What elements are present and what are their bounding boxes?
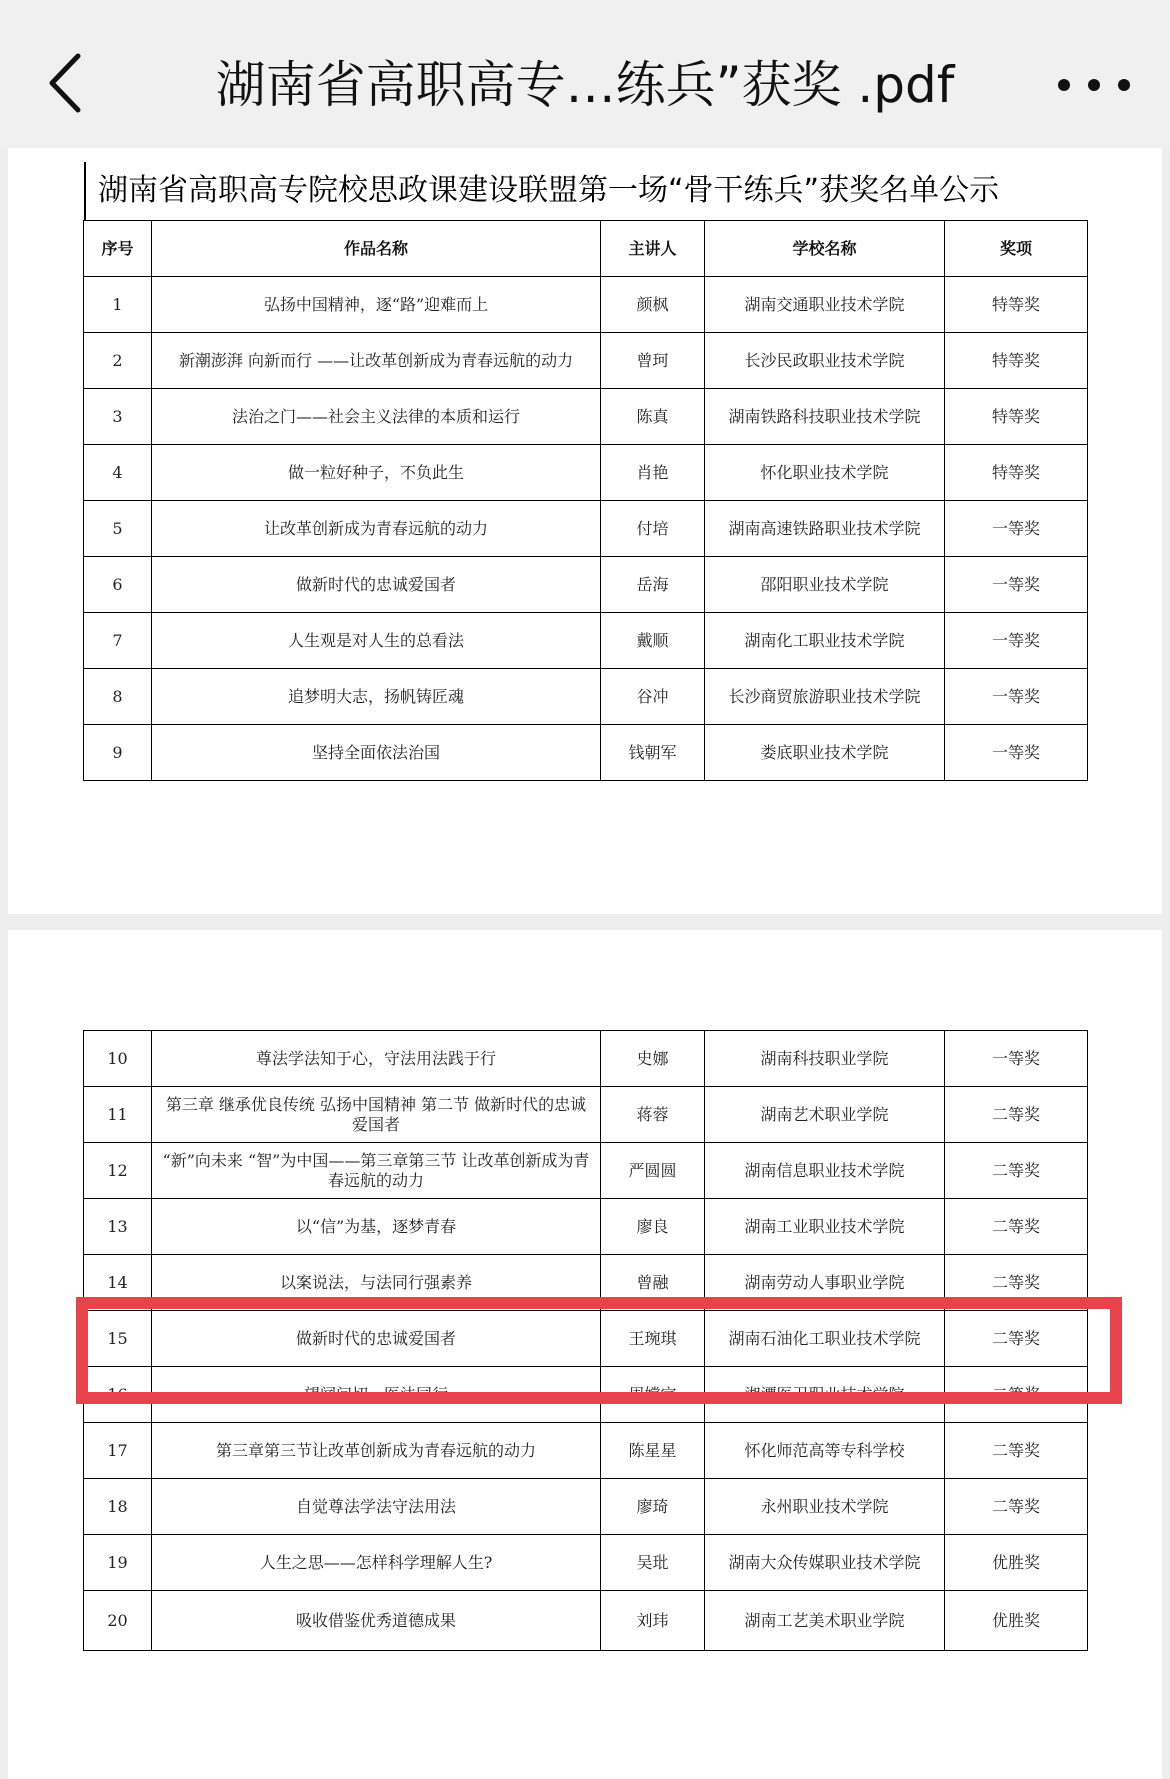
table-row [84, 501, 1088, 557]
table-cell: 1 [84, 277, 152, 333]
table-cell: 王琬琪 [601, 1311, 705, 1367]
file-title: 湖南省高职高专…练兵”获奖 .pdf [215, 56, 955, 114]
column-header: 主讲人 [601, 221, 705, 277]
chevron-left-icon [42, 50, 92, 116]
table-cell: 曾珂 [601, 333, 705, 389]
table-header-row [84, 221, 1088, 277]
table-cell: 16 [84, 1367, 152, 1423]
table-cell: 湖南交通职业技术学院 [705, 277, 945, 333]
table-row [84, 333, 1088, 389]
table-cell: 长沙民政职业技术学院 [705, 333, 945, 389]
table-cell: 付培 [601, 501, 705, 557]
table-cell: 2 [84, 333, 152, 389]
table-cell: 二等奖 [945, 1479, 1088, 1535]
table-cell: 二等奖 [945, 1423, 1088, 1479]
table-cell: 3 [84, 389, 152, 445]
table-cell: 肖艳 [601, 445, 705, 501]
more-button[interactable] [1050, 70, 1140, 100]
table-cell: 湖南科技职业学院 [705, 1031, 945, 1087]
table-row [84, 1423, 1088, 1479]
table-cell: 追梦明大志，扬帆铸匠魂 [152, 669, 601, 725]
table-cell: 二等奖 [945, 1087, 1088, 1143]
table-row [84, 389, 1088, 445]
table-row [84, 1031, 1088, 1087]
table-cell: 吴玭 [601, 1535, 705, 1591]
table-cell: 做新时代的忠诚爱国者 [152, 557, 601, 613]
table-cell: 戴顺 [601, 613, 705, 669]
table-cell: 湖南大众传媒职业技术学院 [705, 1535, 945, 1591]
table-cell: 一等奖 [945, 669, 1088, 725]
table-cell: 让改革创新成为青春远航的动力 [152, 501, 601, 557]
table-cell: 岳海 [601, 557, 705, 613]
table-row [84, 445, 1088, 501]
table-cell: 严圆圆 [601, 1143, 705, 1199]
table-cell: 周嫦宇 [601, 1367, 705, 1423]
table-cell: 二等奖 [945, 1311, 1088, 1367]
table-cell: 6 [84, 557, 152, 613]
table-cell: 一等奖 [945, 725, 1088, 781]
table-cell: 一等奖 [945, 1031, 1088, 1087]
table-cell: 永州职业技术学院 [705, 1479, 945, 1535]
table-cell: 以“信”为基，逐梦青春 [152, 1199, 601, 1255]
table-row [84, 1143, 1088, 1199]
table-cell: 颜枫 [601, 277, 705, 333]
table-cell: 17 [84, 1423, 152, 1479]
table-cell: 坚持全面依法治国 [152, 725, 601, 781]
highlight-box [76, 1297, 1122, 1404]
table-cell: 19 [84, 1535, 152, 1591]
table-cell: 怀化职业技术学院 [705, 445, 945, 501]
table-cell: 廖良 [601, 1199, 705, 1255]
table-cell: 娄底职业技术学院 [705, 725, 945, 781]
table-cell: 20 [84, 1591, 152, 1651]
table-cell: 湖南高速铁路职业技术学院 [705, 501, 945, 557]
table-cell: 湖南石油化工职业技术学院 [705, 1311, 945, 1367]
table-cell: 5 [84, 501, 152, 557]
table-row [84, 1087, 1088, 1143]
table-cell: 7 [84, 613, 152, 669]
table-cell: 新潮澎湃 向新而行 ——让改革创新成为青春远航的动力 [152, 333, 601, 389]
table-row [84, 725, 1088, 781]
table-cell: 第三章 继承优良传统 弘扬中国精神 第二节 做新时代的忠诚爱国者 [152, 1087, 601, 1143]
table-cell: 特等奖 [945, 277, 1088, 333]
table-cell: 弘扬中国精神，逐“路”迎难而上 [152, 277, 601, 333]
table-cell: 法治之门——社会主义法律的本质和运行 [152, 389, 601, 445]
table-cell: 14 [84, 1255, 152, 1311]
table-cell: 15 [84, 1311, 152, 1367]
table-cell: 优胜奖 [945, 1591, 1088, 1651]
table-cell: 湖南艺术职业学院 [705, 1087, 945, 1143]
table-cell: 做新时代的忠诚爱国者 [152, 1311, 601, 1367]
table-cell: 钱朝军 [601, 725, 705, 781]
table-row [84, 277, 1088, 333]
table-cell: 9 [84, 725, 152, 781]
column-header: 作品名称 [152, 221, 601, 277]
table-cell: 陈星星 [601, 1423, 705, 1479]
table-row [84, 1591, 1088, 1651]
column-header: 学校名称 [705, 221, 945, 277]
table-cell: 怀化师范高等专科学校 [705, 1423, 945, 1479]
table-cell: 二等奖 [945, 1367, 1088, 1423]
column-header: 序号 [84, 221, 152, 277]
table-cell: 8 [84, 669, 152, 725]
table-cell: 史娜 [601, 1031, 705, 1087]
table-cell: 湘潭医卫职业技术学院 [705, 1367, 945, 1423]
table-cell: 湖南工艺美术职业学院 [705, 1591, 945, 1651]
table-cell: 望闻问切，医法同行 [152, 1367, 601, 1423]
table-row [84, 1535, 1088, 1591]
top-bar [0, 0, 1170, 148]
table-cell: 一等奖 [945, 613, 1088, 669]
award-table-page-1 [83, 220, 1088, 781]
table-cell: 特等奖 [945, 389, 1088, 445]
table-cell: 尊法学法知于心，守法用法践于行 [152, 1031, 601, 1087]
table-cell: 廖琦 [601, 1479, 705, 1535]
table-cell: “新”向未来 “智”为中国——第三章第三节 让改革创新成为青春远航的动力 [152, 1143, 601, 1199]
table-cell: 陈真 [601, 389, 705, 445]
back-button[interactable] [42, 50, 92, 116]
table-cell: 18 [84, 1479, 152, 1535]
table-cell: 特等奖 [945, 445, 1088, 501]
table-cell: 10 [84, 1031, 152, 1087]
table-cell: 做一粒好种子，不负此生 [152, 445, 601, 501]
table-cell: 特等奖 [945, 333, 1088, 389]
table-cell: 谷冲 [601, 669, 705, 725]
table-cell: 二等奖 [945, 1143, 1088, 1199]
table-cell: 一等奖 [945, 557, 1088, 613]
table-cell: 刘玮 [601, 1591, 705, 1651]
table-cell: 吸收借鉴优秀道德成果 [152, 1591, 601, 1651]
table-cell: 二等奖 [945, 1255, 1088, 1311]
table-row [84, 669, 1088, 725]
table-cell: 二等奖 [945, 1199, 1088, 1255]
table-cell: 蒋蓉 [601, 1087, 705, 1143]
document-title: 湖南省高职高专院校思政课建设联盟第一场“骨干练兵”获奖名单公示 [84, 162, 1074, 220]
table-cell: 湖南铁路科技职业技术学院 [705, 389, 945, 445]
table-cell: 湖南信息职业技术学院 [705, 1143, 945, 1199]
table-cell: 12 [84, 1143, 152, 1199]
table-cell: 人生之思——怎样科学理解人生? [152, 1535, 601, 1591]
table-cell: 自觉尊法学法守法用法 [152, 1479, 601, 1535]
table-row [84, 557, 1088, 613]
column-header: 奖项 [945, 221, 1088, 277]
more-dots-icon [1050, 70, 1140, 100]
table-row [84, 1479, 1088, 1535]
table-cell: 湖南化工职业技术学院 [705, 613, 945, 669]
table-cell: 4 [84, 445, 152, 501]
table-cell: 13 [84, 1199, 152, 1255]
table-cell: 人生观是对人生的总看法 [152, 613, 601, 669]
table-cell: 一等奖 [945, 501, 1088, 557]
table-cell: 第三章第三节让改革创新成为青春远航的动力 [152, 1423, 601, 1479]
table-cell: 以案说法，与法同行强素养 [152, 1255, 601, 1311]
table-cell: 曾融 [601, 1255, 705, 1311]
table-cell: 湖南工业职业技术学院 [705, 1199, 945, 1255]
table-row [84, 613, 1088, 669]
table-cell: 湖南劳动人事职业学院 [705, 1255, 945, 1311]
table-row [84, 1199, 1088, 1255]
table-cell: 优胜奖 [945, 1535, 1088, 1591]
table-cell: 11 [84, 1087, 152, 1143]
table-cell: 长沙商贸旅游职业技术学院 [705, 669, 945, 725]
table-cell: 邵阳职业技术学院 [705, 557, 945, 613]
